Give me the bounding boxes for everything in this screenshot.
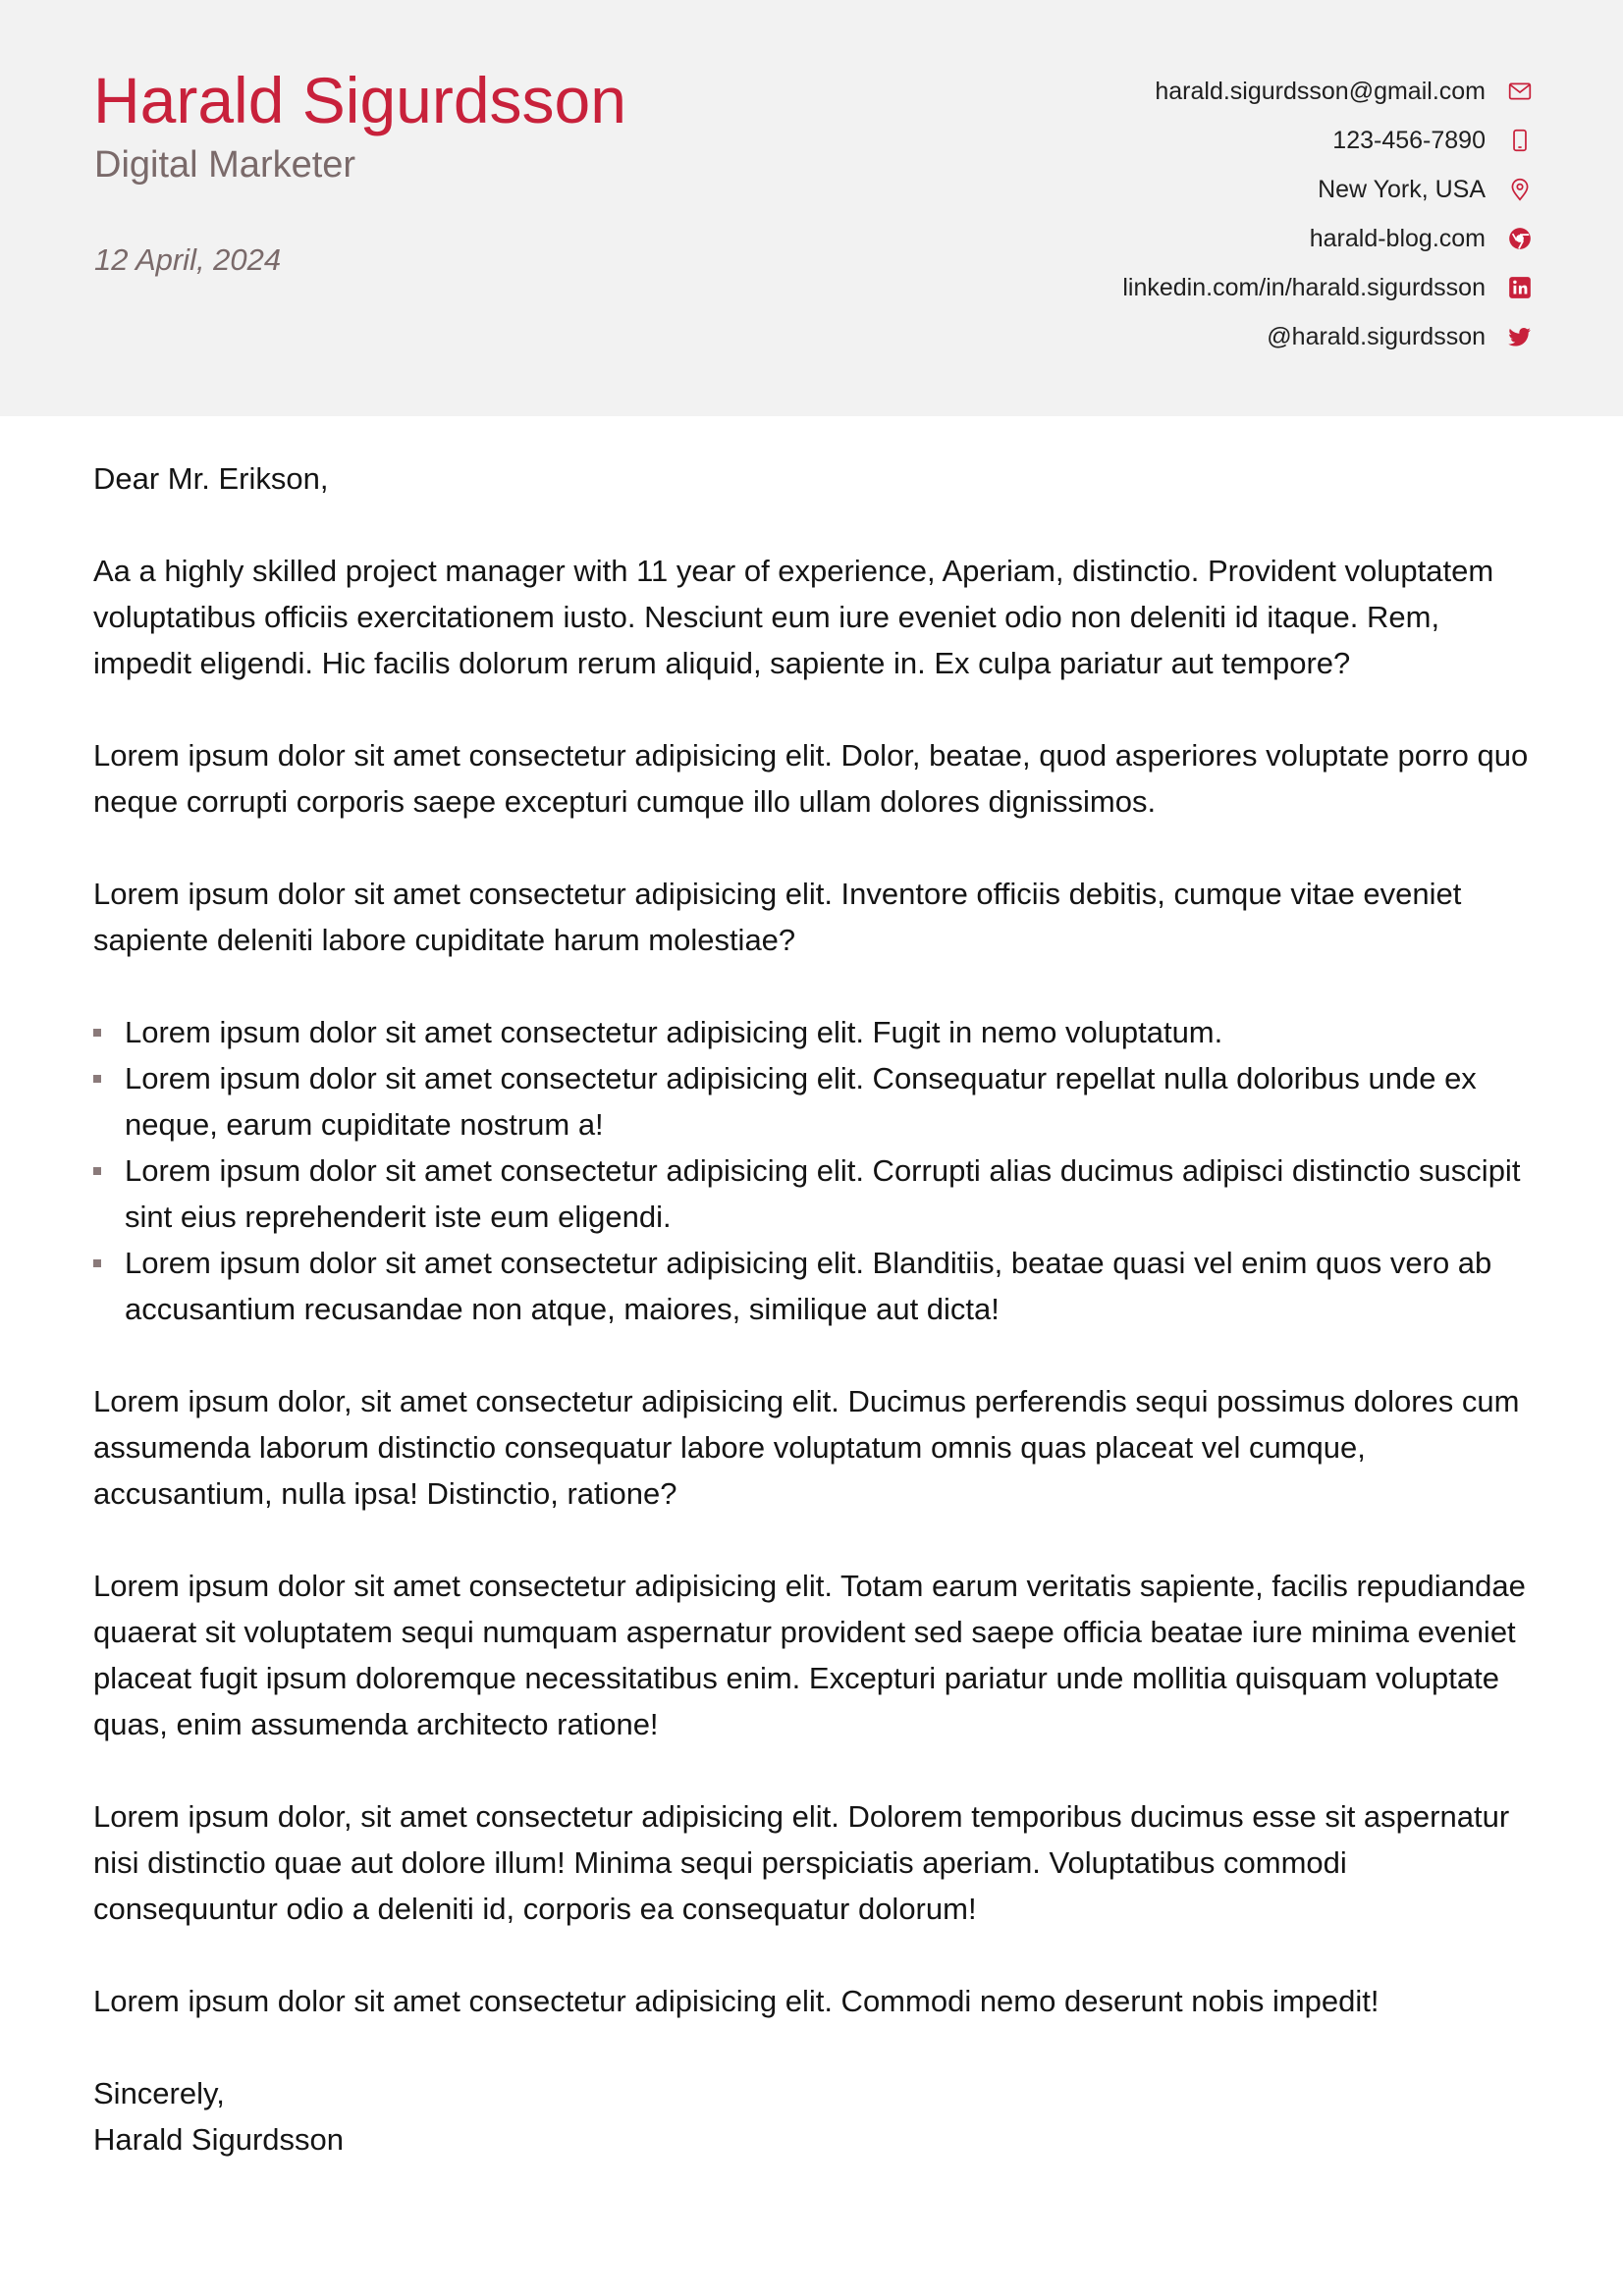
letter-date: 12 April, 2024 [94,242,282,277]
bullet-item [93,1148,1537,1240]
bullet-item [93,1240,1537,1332]
contact-location [786,165,1533,214]
body-paragraph: Lorem ipsum dolor, sit amet consectetur adipisicing elit. Ducimus perferendis sequi possimus dolores cum assumenda laborum distinctio consequatur labore voluptatum omnis quas placeat vel cumque, accusantium, nulla ipsa! Distinctio, ratione? [93,1384,1520,1511]
globe-icon [1507,226,1533,251]
bullet-item [93,1055,1537,1148]
bullet-square-icon [93,1259,101,1267]
applicant-name: Harald Sigurdsson [93,64,626,136]
contact-location-text: New York, USA [1318,175,1486,203]
body-paragraph: Lorem ipsum dolor sit amet consectetur adipisicing elit. Commodi nemo deserunt nobis impedit! [93,1984,1380,2018]
bullet-list [93,1009,1537,1332]
twitter-icon [1507,324,1533,349]
closing-line: Sincerely, [93,2076,225,2110]
contact-email-text[interactable]: harald.sigurdsson@gmail.com [1155,77,1486,105]
body-paragraph: Lorem ipsum dolor, sit amet consectetur adipisicing elit. Dolorem temporibus ducimus esse sit aspernatur nisi distinctio quae aut dolore illum! Minima sequi perspiciatis aperiam. Voluptatibus commodi consequuntur odio a deleniti id, corporis ea consequatur dolorum! [93,1799,1510,1926]
contact-twitter-text[interactable]: @harald.sigurdsson [1267,322,1486,350]
contact-list [786,67,1533,361]
contact-website[interactable] [786,214,1533,263]
bullet-text: Lorem ipsum dolor sit amet consectetur adipisicing elit. Corrupti alias ducimus adipisci distinctio suscipit sint eius reprehenderit iste eum eligendi. [125,1153,1521,1234]
contact-linkedin[interactable] [786,263,1533,312]
contact-linkedin-text[interactable]: linkedin.com/in/harald.sigurdsson [1122,273,1486,301]
salutation: Dear Mr. Erikson, [93,461,329,496]
contact-phone[interactable] [786,116,1533,165]
bullet-square-icon [93,1167,101,1175]
bullet-item [93,1009,1537,1055]
phone-icon [1507,128,1533,153]
contact-phone-text[interactable]: 123-456-7890 [1332,126,1486,154]
bullet-square-icon [93,1075,101,1083]
letter-header [0,0,1623,416]
signer-name: Harald Sigurdsson [93,2122,345,2157]
bullet-text: Lorem ipsum dolor sit amet consectetur adipisicing elit. Consequatur repellat nulla doloribus unde ex neque, earum cupiditate nostrum a! [125,1061,1477,1142]
bullet-text: Lorem ipsum dolor sit amet consectetur adipisicing elit. Blanditiis, beatae quasi vel enim quos vero ab accusantium recusandae non atque, maiores, similique aut dicta! [125,1246,1492,1326]
contact-email[interactable] [786,67,1533,116]
contact-twitter[interactable] [786,312,1533,361]
body-paragraph: Lorem ipsum dolor sit amet consectetur adipisicing elit. Dolor, beatae, quod asperiores voluptate porro quo neque corrupti corporis saepe excepturi cumque illo ullam dolores dignissimos. [93,738,1529,819]
body-paragraph: Lorem ipsum dolor sit amet consectetur adipisicing elit. Inventore officiis debitis, cumque vitae eveniet sapiente deleniti labore cupiditate harum molestiae? [93,877,1462,957]
signature-block [93,2070,1537,2163]
letter-body [93,455,1537,2163]
body-paragraph: Aa a highly skilled project manager with 11 year of experience, Aperiam, distinctio. Provident voluptatem voluptatibus officiis exercitationem iusto. Nesciunt eum iure eveniet odio non deleniti id itaque. Rem, impedit eligendi. Hic facilis dolorum rerum aliquid, sapiente in. Ex culpa pariatur aut tempore? [93,554,1494,680]
bullet-square-icon [93,1029,101,1037]
contact-website-text[interactable]: harald-blog.com [1309,224,1486,252]
envelope-icon [1507,79,1533,104]
applicant-role: Digital Marketer [94,144,356,186]
body-paragraph: Lorem ipsum dolor sit amet consectetur adipisicing elit. Totam earum veritatis sapiente, facilis repudiandae quaerat sit voluptatem sequi numquam aspernatur provident sed saepe officia beatae iure minima eveniet placeat fugit ipsum doloremque necessitatibus enim. Excepturi pariatur unde mollitia quisquam voluptate quas, enim assumenda architecto ratione! [93,1569,1526,1741]
location-pin-icon [1507,177,1533,202]
bullet-text: Lorem ipsum dolor sit amet consectetur adipisicing elit. Fugit in nemo voluptatum. [125,1015,1223,1049]
linkedin-icon [1507,275,1533,300]
